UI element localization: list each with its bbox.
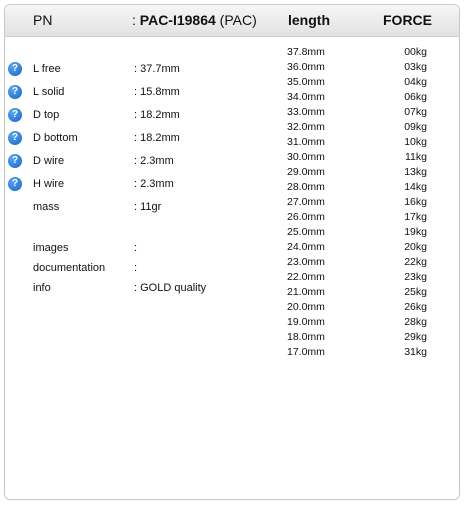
spec-row [5,174,285,194]
spec-label: D bottom [33,132,78,144]
pn-label: PN [33,12,53,28]
spring-spec-card [4,4,460,500]
force-cell: 09kg [404,121,427,133]
help-icon[interactable]: ? [8,108,22,122]
info-value: : [134,262,138,274]
spec-label: D top [33,109,60,121]
table-row [287,210,427,225]
force-cell: 04kg [404,76,427,88]
length-column-header: length [288,12,330,28]
table-row [287,90,427,105]
spec-row [5,105,285,125]
spec-row [5,82,285,102]
table-row [287,315,427,330]
header-bar [5,5,459,37]
help-icon[interactable]: ? [8,85,22,99]
length-cell: 26.0mm [287,211,325,223]
spec-row [5,151,285,171]
length-cell: 34.0mm [287,91,325,103]
force-cell: 06kg [404,91,427,103]
force-cell: 23kg [404,271,427,283]
spec-value: : 18.2mm [134,109,180,121]
table-row [287,195,427,210]
spec-value: : 37.7mm [134,63,180,75]
part-prefix: : [132,12,140,28]
spec-label: H wire [33,178,65,190]
length-cell: 19.0mm [287,316,325,328]
force-cell: 07kg [404,106,427,118]
table-row [287,150,427,165]
table-row [287,135,427,150]
info-value: : [134,242,138,254]
force-table [287,45,427,360]
spec-value: : 11gr [134,201,162,213]
spec-value: : 15.8mm [134,86,180,98]
info-value: : GOLD quality [134,282,207,294]
table-row [287,255,427,270]
length-cell: 27.0mm [287,196,325,208]
table-row [287,300,427,315]
help-icon[interactable]: ? [8,154,22,168]
table-row [287,60,427,75]
part-suffix: (PAC) [215,12,257,28]
info-label: images [33,242,69,254]
force-cell: 20kg [404,241,427,253]
force-cell: 25kg [404,286,427,298]
info-label: info [33,282,51,294]
length-cell: 21.0mm [287,286,325,298]
table-row [287,330,427,345]
table-row [287,285,427,300]
table-row [287,225,427,240]
length-cell: 25.0mm [287,226,325,238]
length-cell: 20.0mm [287,301,325,313]
length-cell: 32.0mm [287,121,325,133]
part-number: PAC-I19864 [139,12,216,28]
spec-label: D wire [33,155,65,167]
force-cell: 16kg [404,196,427,208]
table-row [287,270,427,285]
length-cell: 30.0mm [287,151,325,163]
spec-value: : 2.3mm [134,178,174,190]
length-cell: 33.0mm [287,106,325,118]
help-icon[interactable]: ? [8,177,22,191]
length-cell: 29.0mm [287,166,325,178]
table-row [287,45,427,60]
force-cell: 28kg [404,316,427,328]
force-cell: 11kg [405,151,427,163]
info-row [5,258,285,278]
table-row [287,240,427,255]
table-row [287,105,427,120]
table-row [287,75,427,90]
force-cell: 10kg [404,136,427,148]
spec-value: : 2.3mm [134,155,174,167]
length-cell: 23.0mm [287,256,325,268]
force-cell: 14kg [404,181,427,193]
force-cell: 13kg [404,166,427,178]
length-cell: 17.0mm [287,346,325,358]
force-cell: 19kg [404,226,427,238]
spec-label: L solid [33,86,65,98]
force-cell: 00kg [404,46,427,58]
help-icon[interactable]: ? [8,131,22,145]
info-row [5,278,285,298]
force-cell: 31kg [404,346,427,358]
info-label: documentation [33,262,106,274]
spec-value: : 18.2mm [134,132,180,144]
spec-label: mass [33,201,60,213]
force-cell: 29kg [404,331,427,343]
force-cell: 17kg [404,211,427,223]
length-cell: 24.0mm [287,241,325,253]
spec-label: L free [33,63,61,75]
force-cell: 26kg [404,301,427,313]
force-cell: 03kg [404,61,427,73]
length-cell: 31.0mm [287,136,325,148]
spec-row [5,59,285,79]
force-column-header: FORCE [383,12,432,28]
length-cell: 18.0mm [287,331,325,343]
spec-row [5,128,285,148]
length-cell: 36.0mm [287,61,325,73]
length-cell: 35.0mm [287,76,325,88]
force-cell: 22kg [404,256,427,268]
help-icon[interactable]: ? [8,62,22,76]
table-row [287,165,427,180]
table-row [287,345,427,360]
part-number-heading [132,11,257,29]
info-row [5,238,285,258]
length-cell: 37.8mm [287,46,325,58]
length-cell: 22.0mm [287,271,325,283]
table-row [287,120,427,135]
length-cell: 28.0mm [287,181,325,193]
table-row [287,180,427,195]
spec-row [5,197,285,217]
